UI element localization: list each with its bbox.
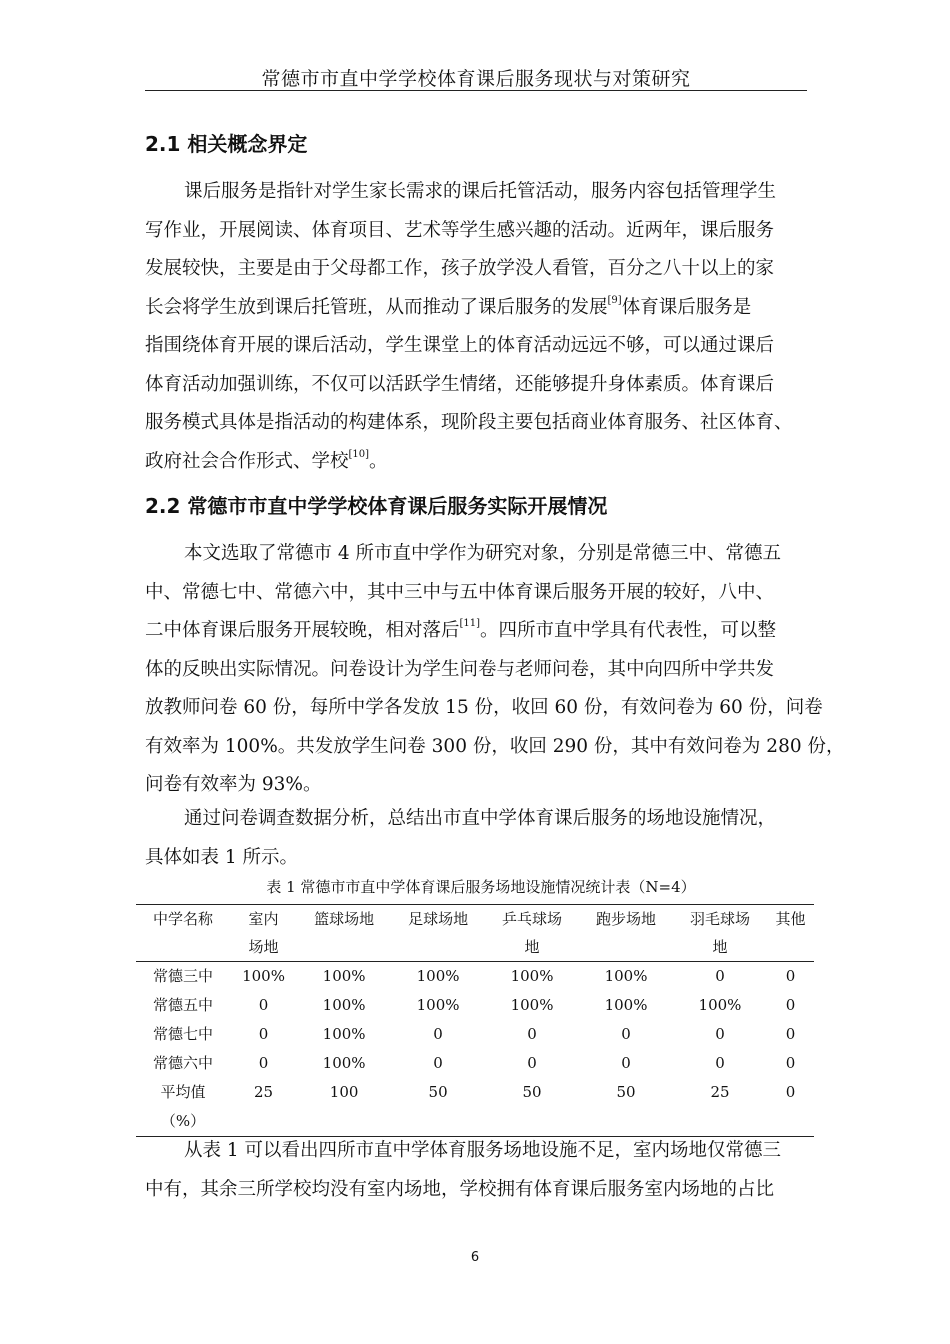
text-line: 问卷有效率为 93%。 (145, 774, 322, 795)
table-cell: 25 (254, 1083, 274, 1101)
table-cell: 100% (604, 996, 648, 1014)
table-cell: 平均值 (160, 1083, 206, 1101)
table-cell: 100% (322, 1054, 366, 1072)
column-header-school (136, 905, 230, 962)
text-line (145, 612, 817, 651)
facility-table (136, 904, 814, 1137)
table-cell: 0 (785, 1083, 796, 1101)
text-line: 从表 1 可以看出四所市直中学体育服务场地设施不足，室内场地仅常德三 (184, 1140, 782, 1161)
header-text: 中学名称 (152, 910, 213, 928)
text-segment: 。四所市直中学具有代表性，可以整 (480, 620, 777, 641)
table-cell: 100% (510, 967, 554, 985)
table-cell: 100% (322, 967, 366, 985)
text-line: 本文选取了常德市 4 所市直中学作为研究对象，分别是常德三中、常德五 (184, 543, 782, 564)
section-2-1-paragraph (145, 173, 817, 481)
after-table-paragraph (145, 1132, 817, 1209)
text-line: 具体如表 1 所示。 (145, 846, 299, 868)
table-row (136, 991, 814, 1020)
citation-ref: [10] (348, 448, 370, 460)
table-cell: 0 (527, 1025, 537, 1043)
table-cell: 0 (621, 1054, 631, 1072)
text-segment: 长会将学生放到课后托管班，从而推动了课后服务的发展 (145, 296, 608, 318)
column-header-table-tennis (485, 905, 579, 962)
table-cell: 常德七中 (152, 1025, 213, 1043)
header-text: 地 (524, 938, 540, 956)
table-cell: 100 (329, 1083, 359, 1101)
table-row (136, 1049, 814, 1078)
table-caption: 表 1 常德市市直中学体育课后服务场地设施情况统计表（N=4） (266, 878, 696, 896)
table-cell: 0 (785, 996, 796, 1014)
text-line: 中有，其余三所学校均没有室内场地，学校拥有体育课后服务室内场地的占比 (145, 1178, 775, 1200)
table-cell: 0 (621, 1025, 631, 1043)
table-cell: 0 (715, 967, 725, 985)
table-cell: 100% (604, 967, 648, 985)
header-text: 乒乓球场 (502, 910, 563, 928)
section-2-2-paragraph-1 (145, 535, 845, 805)
page-number: 6 (470, 1250, 480, 1265)
table-cell: 50 (522, 1083, 542, 1101)
column-header-football (391, 905, 485, 962)
text-line: 课后服务是指针对学生家长需求的课后托管活动，服务内容包括管理学生 (184, 181, 777, 202)
text-line: 体的反映出实际情况。问卷设计为学生问卷与老师问卷，其中向四所中学共发 (145, 658, 775, 680)
header-text: 其他 (775, 910, 806, 928)
header-text: 足球场地 (408, 910, 469, 928)
table-cell: 50 (616, 1083, 636, 1101)
table-cell: 100% (698, 996, 742, 1014)
citation-ref: [11] (459, 618, 481, 629)
table-cell: 100% (322, 1025, 366, 1043)
text-line: 有效率为 100%。共发放学生问卷 300 份，收回 290 份，其中有效问卷为 280 份， (145, 735, 845, 757)
text-line (145, 289, 817, 328)
table-cell: 0 (433, 1054, 443, 1072)
citation-ref: [9] (607, 294, 622, 306)
header-text: 羽毛球场 (689, 910, 750, 928)
table-cell: 0 (527, 1054, 537, 1072)
header-text: 场地 (248, 938, 279, 956)
table-cell: 100% (242, 967, 285, 985)
text-segment: 。 (369, 450, 388, 472)
column-header-badminton (673, 905, 767, 962)
table-cell: 100% (416, 996, 460, 1014)
header-text: 室内 (248, 910, 279, 928)
header-rule (145, 90, 807, 91)
table-row (136, 1020, 814, 1049)
header-text: 篮球场地 (314, 910, 375, 928)
table-cell: 0 (433, 1025, 443, 1043)
text-segment: 二中体育课后服务开展较晚，相对落后 (145, 620, 460, 641)
column-header-other (767, 905, 814, 962)
table-cell: 0 (258, 1025, 269, 1043)
table-cell: 0 (715, 1054, 725, 1072)
table-cell: 0 (715, 1025, 725, 1043)
section-heading-2-1: 2.1 相关概念界定 (145, 132, 308, 156)
section-2-2-paragraph-2 (145, 800, 817, 877)
text-line: 指围绕体育开展的课后活动，学生课堂上的体育活动远远不够，可以通过课后 (145, 335, 775, 356)
column-header-running (579, 905, 673, 962)
table-cell: 100% (510, 996, 554, 1014)
table-cell: 0 (785, 1054, 796, 1072)
table-cell: 100% (416, 967, 460, 985)
table-cell: 0 (785, 1025, 796, 1043)
table-row (136, 1078, 814, 1107)
text-line (145, 443, 817, 482)
table-cell: 常德五中 (152, 996, 213, 1014)
table-cell: 0 (258, 996, 269, 1014)
header-text: 地 (712, 938, 728, 956)
table-cell: 100% (322, 996, 366, 1014)
text-line: 放教师问卷 60 份，每所中学各发放 15 份，收回 60 份，有效问卷为 60 份，问卷 (145, 697, 823, 718)
text-segment: 体育课后服务是 (621, 296, 752, 318)
header-text: 跑步场地 (596, 910, 657, 928)
table-cell: 0 (258, 1054, 269, 1072)
table-cell: 25 (710, 1083, 730, 1101)
section-heading-2-2: 2.2 常德市市直中学学校体育课后服务实际开展情况 (145, 494, 608, 518)
column-header-indoor (230, 905, 297, 962)
table-row (136, 962, 814, 992)
text-line: 通过问卷调查数据分析，总结出市直中学体育课后服务的场地设施情况， (184, 808, 777, 829)
table-cell: 常德六中 (152, 1054, 213, 1072)
table-cell: 常德三中 (152, 967, 213, 985)
text-line: 写作业，开展阅读、体育项目、艺术等学生感兴趣的活动。近两年，课后服务 (145, 219, 775, 241)
text-line: 发展较快，主要是由于父母都工作，孩子放学没人看管，百分之八十以上的家 (145, 258, 775, 279)
running-header: 常德市市直中学学校体育课后服务现状与对策研究 (261, 68, 691, 90)
table-cell: 50 (428, 1083, 448, 1101)
column-header-basketball (297, 905, 391, 962)
table-cell: （%） (160, 1112, 206, 1130)
text-line: 体育活动加强训练，不仅可以活跃学生情绪，还能够提升身体素质。体育课后 (145, 373, 775, 395)
text-segment: 政府社会合作形式、学校 (145, 450, 349, 472)
text-line: 中、常德七中、常德六中，其中三中与五中体育课后服务开展的较好，八中、 (145, 581, 775, 603)
table-header-row (136, 905, 814, 962)
text-line: 服务模式具体是指活动的构建体系，现阶段主要包括商业体育服务、社区体育、 (145, 412, 793, 433)
table-cell: 0 (785, 967, 796, 985)
